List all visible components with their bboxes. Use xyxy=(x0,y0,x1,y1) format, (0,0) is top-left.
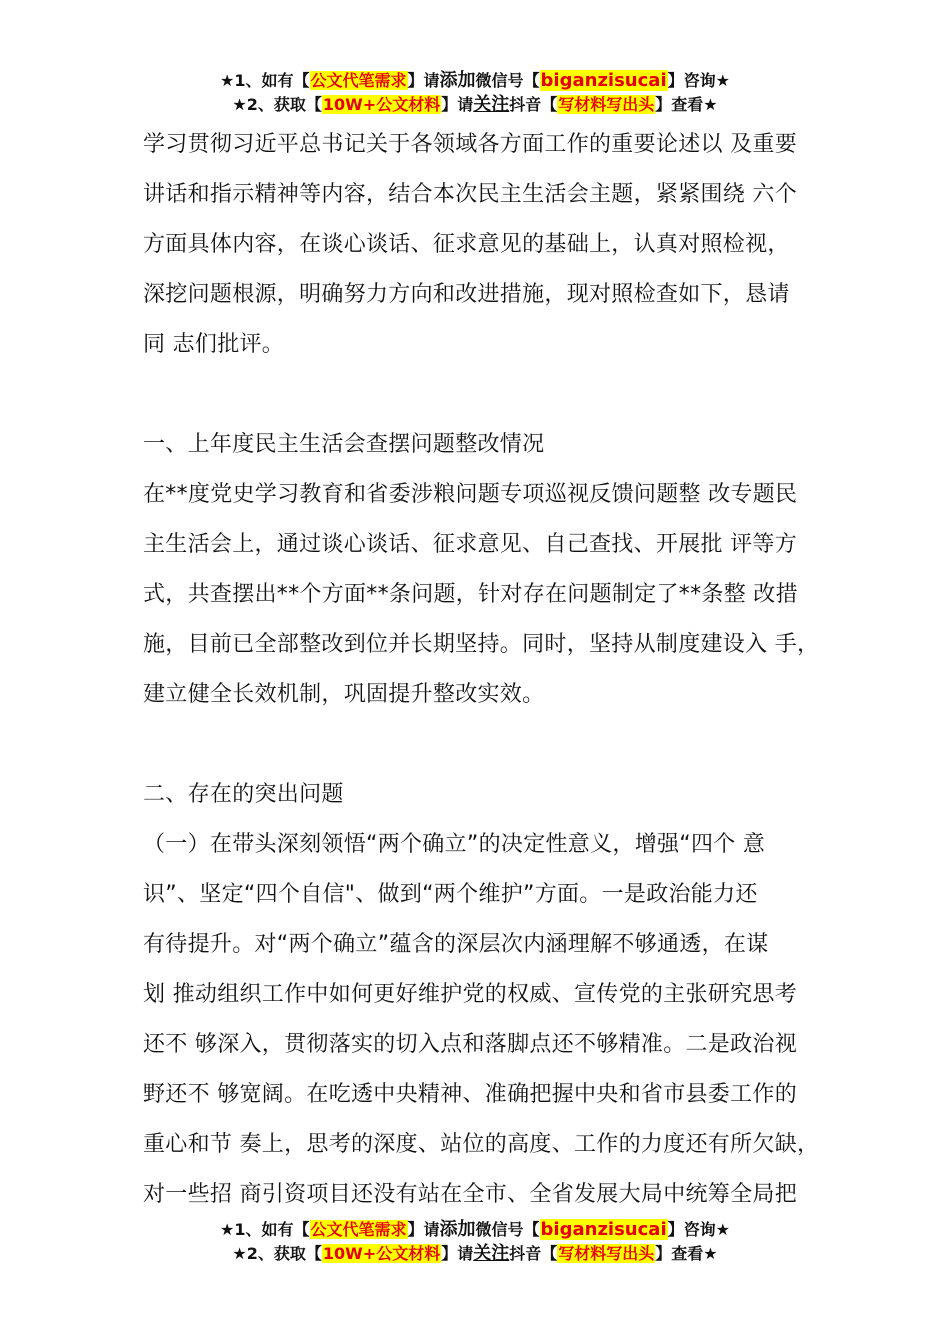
text-line: 识”、坚定“四个自信"、做到“两个维护”方面。一是政治能力还 xyxy=(143,882,758,907)
section-2-paragraph xyxy=(143,820,833,1220)
promo-text: 添加 xyxy=(439,1219,476,1240)
text-line: 有待提升。对“两个确立”蕴含的深层次内涵理解不够通透，在谋 xyxy=(143,932,769,957)
promo-text: ★1、如有【 xyxy=(220,1220,310,1239)
promo-text: ★1、如有【 xyxy=(220,71,310,90)
highlight-douyin: 写材料写出头 xyxy=(558,1244,655,1263)
text-line: 还不 够深入，贯彻落实的切入点和落脚点还不够精准。二是政治视 xyxy=(143,1032,797,1057)
highlight-wechat-id: biganzisucai xyxy=(540,70,667,91)
promo-text: ★2、获取【 xyxy=(232,95,322,114)
promo-text: ★2、获取【 xyxy=(232,1244,322,1263)
highlight-wechat-id: biganzisucai xyxy=(540,1219,667,1240)
promo-text: 】请 xyxy=(441,95,474,114)
promo-text: 】咨询★ xyxy=(667,1220,730,1239)
promo-text: 添加 xyxy=(439,70,476,91)
text-line: 建立健全长效机制，巩固提升整改实效。 xyxy=(143,682,545,707)
intro-paragraph xyxy=(143,120,833,370)
text-line: 划 推动组织工作中如何更好维护党的权威、宣传党的主张研究思考 xyxy=(143,982,797,1007)
promo-text: 关注 xyxy=(473,94,510,115)
promo-text: 】咨询★ xyxy=(667,71,730,90)
highlight-materials: 10W+公文材料 xyxy=(322,1244,441,1263)
text-line: 学习贯彻习近平总书记关于各领域各方面工作的重要论述以 及重要 xyxy=(143,132,797,157)
promo-line-2 xyxy=(0,1242,950,1266)
promo-text: 关注 xyxy=(473,1243,510,1264)
promo-text: 】请 xyxy=(441,1244,474,1263)
text-line: 式，共查摆出**个方面**条问题，针对存在问题制定了**条整 改措 xyxy=(143,582,798,607)
promo-text: 】查看★ xyxy=(655,1244,718,1263)
promo-text: 抖音【 xyxy=(509,1244,558,1263)
highlight-service: 公文代笔需求 xyxy=(310,1220,407,1239)
text-line: （一）在带头深刻领悟“两个确立”的决定性意义，增强“四个 意 xyxy=(143,832,766,857)
promo-text: 】请 xyxy=(407,1220,440,1239)
text-line: 在**度党史学习教育和省委涉粮问题专项巡视反馈问题整 改专题民 xyxy=(143,482,798,507)
text-line: 深挖问题根源，明确努力方向和改进措施，现对照检查如下，恳请 xyxy=(143,282,790,307)
promo-line-2 xyxy=(0,93,950,117)
text-line: 重心和节 奏上，思考的深度、站位的高度、工作的力度还有所欠缺， xyxy=(143,1132,820,1157)
text-line: 方面具体内容，在谈心谈话、征求意见的基础上，认真对照检视， xyxy=(143,232,790,257)
promo-line-1 xyxy=(0,1218,950,1242)
promo-banner-bottom xyxy=(0,1218,950,1266)
highlight-douyin: 写材料写出头 xyxy=(558,95,655,114)
text-line: 野还不 够宽阔。在吃透中央精神、准确把握中央和省市县委工作的 xyxy=(143,1082,797,1107)
text-line: 主生活会上，通过谈心谈话、征求意见、自己查找、开展批 评等方 xyxy=(143,532,797,557)
text-line: 讲话和指示精神等内容，结合本次民主生活会主题，紧紧围绕 六个 xyxy=(143,182,797,207)
promo-line-1 xyxy=(0,69,950,93)
section-heading-1: 一、上年度民主生活会查摆问题整改情况 xyxy=(143,432,545,457)
text-line: 同 志们批评。 xyxy=(143,332,285,357)
promo-text: 抖音【 xyxy=(509,95,558,114)
promo-text: 微信号【 xyxy=(475,71,540,90)
promo-text: 微信号【 xyxy=(475,1220,540,1239)
highlight-materials: 10W+公文材料 xyxy=(322,95,441,114)
promo-banner-top xyxy=(0,69,950,117)
promo-text: 】查看★ xyxy=(655,95,718,114)
promo-text: 】请 xyxy=(407,71,440,90)
highlight-service: 公文代笔需求 xyxy=(310,71,407,90)
section-1-paragraph xyxy=(143,470,833,720)
text-line: 对一些招 商引资项目还没有站在全市、全省发展大局中统筹全局把 xyxy=(143,1182,797,1207)
document-body xyxy=(143,120,833,1220)
section-heading-2: 二、存在的突出问题 xyxy=(143,782,344,807)
text-line: 施，目前已全部整改到位并长期坚持。同时，坚持从制度建设入 手， xyxy=(143,632,820,657)
